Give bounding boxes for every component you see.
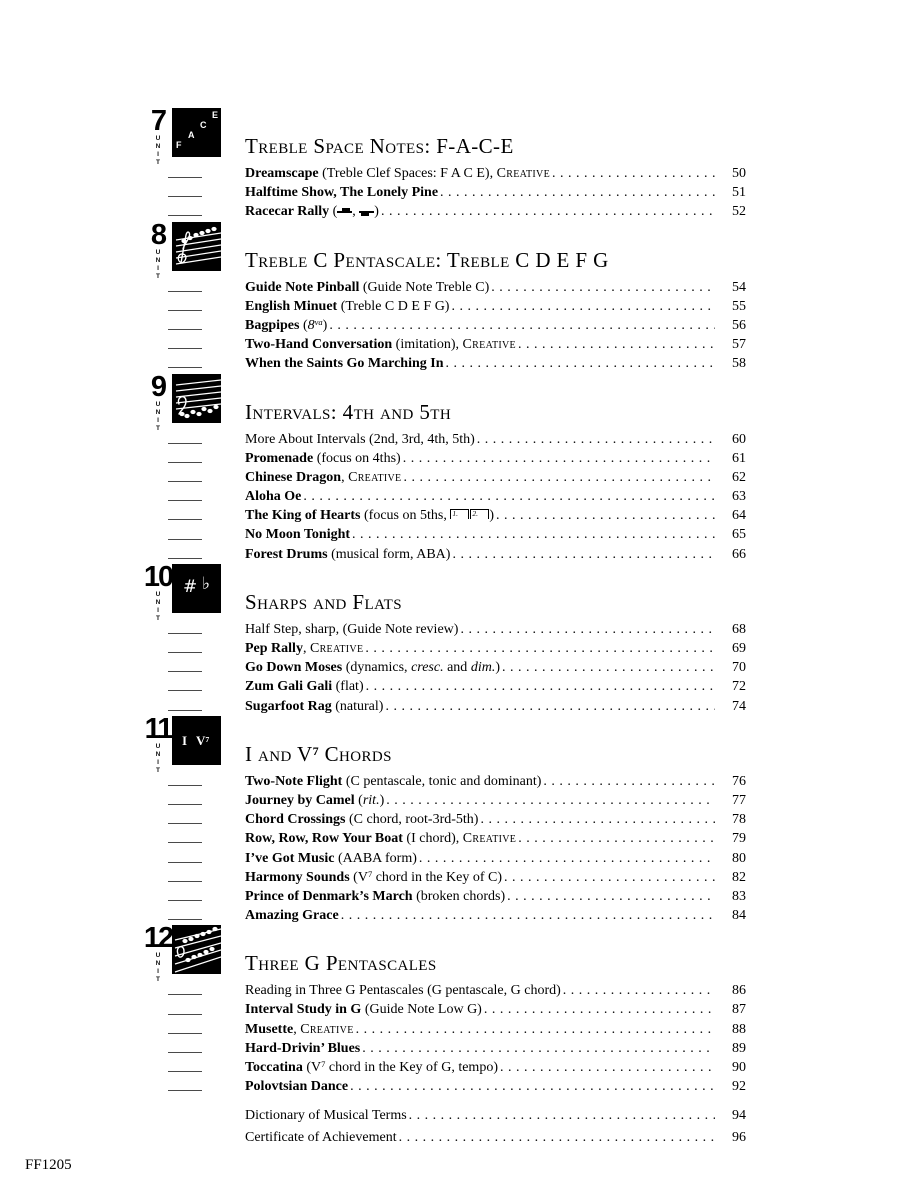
dot-leader xyxy=(303,487,715,506)
entry-title: No Moon Tonight xyxy=(245,527,351,543)
write-in-blank xyxy=(168,196,202,197)
dot-leader xyxy=(507,887,715,906)
unit-badge xyxy=(143,922,221,985)
page-number: 65 xyxy=(732,527,746,543)
write-in-blank xyxy=(168,785,202,786)
toc-entry xyxy=(150,1039,746,1058)
page-number: 80 xyxy=(732,850,746,866)
page-number: 55 xyxy=(732,298,746,314)
toc-entry xyxy=(150,449,746,468)
toc-entry xyxy=(150,1127,746,1149)
toc-entry xyxy=(150,868,746,887)
page-number: 83 xyxy=(732,888,746,904)
page-number: 92 xyxy=(732,1079,746,1095)
dot-leader xyxy=(484,1000,715,1019)
page-number: 77 xyxy=(732,792,746,808)
dot-leader xyxy=(440,183,715,202)
entry-title: English Minuet (Treble C D E F G) xyxy=(245,298,450,314)
toc-entry xyxy=(150,278,746,297)
write-in-blank xyxy=(168,215,202,216)
unit-number: 12 xyxy=(143,922,173,955)
toc-entry xyxy=(150,829,746,848)
write-in-blank xyxy=(168,519,202,520)
unit-badge xyxy=(143,560,221,623)
toc-section-unit-12 xyxy=(143,922,746,1096)
entry-title: Row, Row, Row Your Boat (I chord), Creative xyxy=(245,831,517,847)
unit-badge xyxy=(146,370,221,433)
page-number: 51 xyxy=(732,185,746,201)
unit-badge xyxy=(144,712,221,775)
unit-badge xyxy=(146,218,221,281)
dot-leader xyxy=(563,981,715,1000)
dot-leader xyxy=(518,335,715,354)
dot-leader xyxy=(403,449,715,468)
dot-leader xyxy=(543,772,715,791)
section-heading: Treble Space Notes: F-A-C-E xyxy=(245,134,514,158)
write-in-blank xyxy=(168,690,202,691)
page-number: 74 xyxy=(732,698,746,714)
write-in-blank xyxy=(168,539,202,540)
entry-title: Prince of Denmark’s March (broken chords) xyxy=(245,888,506,904)
toc-entry xyxy=(150,297,746,316)
page-number: 64 xyxy=(732,508,746,524)
toc-entry xyxy=(150,525,746,544)
write-in-blank xyxy=(168,500,202,501)
entry-title: Chord Crossings (C chord, root-3rd-5th) xyxy=(245,812,479,828)
whole-rest-icon xyxy=(359,206,374,216)
toc-sections xyxy=(143,105,746,1149)
entry-title: Interval Study in G (Guide Note Low G) xyxy=(245,1002,482,1018)
section-heading: Intervals: 4th and 5th xyxy=(245,399,452,424)
toc-entry xyxy=(150,1077,746,1096)
unit-number: 8 xyxy=(150,218,166,251)
unit-word: UNIT xyxy=(154,952,162,985)
half-rest-icon xyxy=(337,206,352,216)
write-in-blank xyxy=(168,633,202,634)
dot-leader xyxy=(356,1020,715,1039)
write-in-blank xyxy=(168,842,202,843)
dot-leader xyxy=(350,1077,715,1096)
entry-title: Half Step, sharp, (Guide Note review) xyxy=(245,621,459,637)
section-heading: I and $V^7$ Chords xyxy=(245,741,392,766)
write-in-blank xyxy=(168,558,202,559)
toc-entry xyxy=(150,164,746,183)
treble-staff-notes-icon xyxy=(172,222,221,271)
icon-letter: F xyxy=(176,140,182,150)
toc-entry xyxy=(150,183,746,202)
page-number: 62 xyxy=(732,469,746,485)
page-number: 76 xyxy=(732,773,746,789)
page-number: 69 xyxy=(732,641,746,656)
page-number: 87 xyxy=(732,1002,746,1018)
page-number: 52 xyxy=(732,204,746,220)
dot-leader xyxy=(409,1105,715,1127)
entry-title: Two-Note Flight (C pentascale, tonic and dominant) xyxy=(245,773,542,789)
unit-label xyxy=(146,370,170,433)
write-in-blank xyxy=(168,881,202,882)
write-in-blank xyxy=(168,367,202,368)
entry-title: Hard-Drivin’ Blues xyxy=(245,1040,361,1056)
entry-title: Toccatina ($V^7$ chord in the Key of G, tempo) xyxy=(245,1059,498,1075)
page-number: 68 xyxy=(732,621,746,637)
entry-title: Musette, Creative xyxy=(245,1021,354,1037)
page-number: 94 xyxy=(732,1108,746,1124)
unit-word: UNIT xyxy=(154,135,162,167)
dot-leader xyxy=(552,164,715,183)
entry-title: Dictionary of Musical Terms xyxy=(245,1108,407,1124)
toc-entry xyxy=(150,791,746,810)
entry-title: More About Intervals (2nd, 3rd, 4th, 5th) xyxy=(245,431,475,447)
face-space-notes-icon xyxy=(172,108,221,157)
toc-entry xyxy=(150,430,746,449)
dot-leader xyxy=(399,1127,715,1149)
entry-title: Chinese Dragon, Creative xyxy=(245,469,402,485)
write-in-blank xyxy=(168,710,202,711)
write-in-blank xyxy=(168,919,202,920)
unit-word: UNIT xyxy=(154,590,162,623)
toc-entry xyxy=(150,335,746,354)
entry-title: Halftime Show, The Lonely Pine xyxy=(245,185,439,201)
unit-number: 10 xyxy=(143,560,173,593)
page-number: 60 xyxy=(732,431,746,447)
toc-entry xyxy=(150,677,746,696)
toc-entry xyxy=(150,545,746,564)
page-number: 96 xyxy=(732,1130,746,1146)
section-heading: Treble C Pentascale: Treble C D E F G xyxy=(245,247,609,272)
footer-entries xyxy=(150,1105,746,1149)
page-number: 50 xyxy=(732,166,746,181)
toc-entry xyxy=(150,1058,746,1077)
toc-section-unit-7 xyxy=(150,105,746,222)
dot-leader xyxy=(480,810,715,829)
page-number: 84 xyxy=(732,908,746,924)
page-number: 63 xyxy=(732,489,746,505)
write-in-blank xyxy=(168,1014,202,1015)
toc-section-unit-8 xyxy=(150,218,746,374)
write-in-blank xyxy=(168,462,202,463)
dot-leader xyxy=(341,906,715,925)
page-number: 61 xyxy=(732,450,746,466)
page-number: 88 xyxy=(732,1021,746,1037)
unit-number: 7 xyxy=(150,105,166,137)
dot-leader xyxy=(419,849,715,868)
dot-leader xyxy=(329,316,715,335)
write-in-blank xyxy=(168,329,202,330)
first-second-ending-icon: 1. 2. xyxy=(450,509,489,519)
page-number: 89 xyxy=(732,1040,746,1056)
dot-leader xyxy=(403,468,715,487)
dot-leader xyxy=(352,525,715,544)
icon-letter: I xyxy=(182,732,188,748)
toc-entry xyxy=(150,906,746,925)
dot-leader xyxy=(365,639,715,658)
toc-entry xyxy=(150,639,746,658)
dot-leader xyxy=(381,202,715,221)
toc-section-unit-11 xyxy=(144,712,746,926)
page-number: 86 xyxy=(732,983,746,999)
unit-label xyxy=(143,922,173,985)
toc-entry xyxy=(150,697,746,716)
bass-staff-intervals-icon xyxy=(172,374,221,423)
dot-leader xyxy=(502,658,715,677)
toc-entry xyxy=(150,849,746,868)
entry-title: Polovtsian Dance xyxy=(245,1079,349,1095)
toc-section-unit-10 xyxy=(143,560,746,716)
entry-title: Two-Hand Conversation (imitation), Creative xyxy=(245,337,516,353)
entry-title: Certificate of Achievement xyxy=(245,1130,397,1146)
write-in-blank xyxy=(168,1071,202,1072)
toc-entry xyxy=(150,810,746,829)
section-heading: Sharps and Flats xyxy=(245,589,402,614)
unit-label xyxy=(144,712,172,775)
write-in-blank xyxy=(168,1033,202,1034)
page-number: 79 xyxy=(732,831,746,847)
entry-title: I’ve Got Music (AABA form) xyxy=(245,850,417,866)
unit-label xyxy=(143,560,173,623)
write-in-blank xyxy=(168,671,202,672)
dot-leader xyxy=(518,829,715,848)
unit-badge xyxy=(146,105,221,167)
page-number: 57 xyxy=(732,337,746,353)
icon-letter: # xyxy=(183,576,198,597)
write-in-blank xyxy=(168,1052,202,1053)
entry-title: Amazing Grace xyxy=(245,908,339,924)
write-in-blank xyxy=(168,310,202,311)
toc-entry xyxy=(150,316,746,335)
toc-entry xyxy=(150,487,746,506)
toc-entry xyxy=(150,1020,746,1039)
unit-label xyxy=(146,105,170,167)
entry-title: Racecar Rally ( , ) xyxy=(245,204,379,220)
page-number: 66 xyxy=(732,546,746,562)
write-in-blank xyxy=(168,994,202,995)
icon-letter: A xyxy=(188,130,195,140)
entry-title: Sugarfoot Rag (natural) xyxy=(245,698,384,714)
dot-leader xyxy=(504,868,715,887)
icon-letter: $V^7$ xyxy=(196,732,210,748)
toc-entry xyxy=(150,354,746,373)
toc-entry xyxy=(150,658,746,677)
toc-entry xyxy=(150,981,746,1000)
toc-entry xyxy=(150,1105,746,1127)
toc-entry xyxy=(150,772,746,791)
write-in-blank xyxy=(168,481,202,482)
dot-leader xyxy=(386,791,715,810)
page-number: 78 xyxy=(732,812,746,828)
page-number: 90 xyxy=(732,1060,746,1075)
icon-letter: ♭ xyxy=(202,573,211,594)
write-in-blank xyxy=(168,348,202,349)
unit-word: UNIT xyxy=(154,248,162,281)
unit-word: UNIT xyxy=(154,400,162,433)
icon-letter: E xyxy=(212,110,219,120)
entry-title: Forest Drums (musical form, ABA) xyxy=(245,546,451,562)
page-number: 72 xyxy=(732,679,746,695)
catalog-code: FF1205 xyxy=(25,1157,72,1173)
entry-title: Pep Rally, Creative xyxy=(245,641,364,656)
toc-entry xyxy=(150,1000,746,1019)
toc-entry xyxy=(150,620,746,639)
entry-title: When the Saints Go Marching In xyxy=(245,356,444,372)
page-number: 82 xyxy=(732,869,746,885)
dot-leader xyxy=(491,278,715,297)
toc-entry xyxy=(150,506,746,525)
dot-leader xyxy=(452,545,715,564)
toc-section-unit-9 xyxy=(150,370,746,564)
entry-title: Bagpipes $(8^{va})$ xyxy=(245,316,328,333)
dot-leader xyxy=(477,430,715,449)
unit-number: 11 xyxy=(144,712,172,745)
write-in-blank xyxy=(168,291,202,292)
toc-entry xyxy=(150,202,746,221)
entry-title: Go Down Moses (dynamics, cresc. and dim.) xyxy=(245,660,500,676)
entry-title: Guide Note Pinball (Guide Note Treble C) xyxy=(245,279,490,295)
write-in-blank xyxy=(168,652,202,653)
entry-title: Dreamscape (Treble Clef Spaces: F A C E), Creative xyxy=(245,166,550,181)
page-number: 56 xyxy=(732,317,746,333)
dot-leader xyxy=(366,677,715,696)
sharp-flat-icon xyxy=(172,564,221,613)
icon-letter: C xyxy=(200,120,207,130)
dot-leader xyxy=(446,354,716,373)
page-number: 54 xyxy=(732,279,746,295)
write-in-blank xyxy=(168,862,202,863)
write-in-blank xyxy=(168,1090,202,1091)
entry-title: Journey by Camel (rit.) xyxy=(245,792,385,808)
dot-leader xyxy=(496,506,715,525)
dot-leader xyxy=(362,1039,715,1058)
write-in-blank xyxy=(168,443,202,444)
unit-number: 9 xyxy=(150,370,166,403)
write-in-blank xyxy=(168,823,202,824)
write-in-blank xyxy=(168,804,202,805)
dot-leader xyxy=(385,697,715,716)
dot-leader xyxy=(451,297,715,316)
page-number: 58 xyxy=(732,356,746,372)
toc-entry xyxy=(150,887,746,906)
dot-leader xyxy=(500,1058,715,1077)
entry-title: Reading in Three G Pentascales (G pentascale, G chord) xyxy=(245,983,561,999)
entry-title: Promenade (focus on 4ths) xyxy=(245,450,401,466)
write-in-blank xyxy=(168,900,202,901)
write-in-blank xyxy=(168,177,202,178)
slanted-staff-notes-icon xyxy=(172,925,221,974)
chord-symbols-icon xyxy=(172,716,221,765)
entry-title: Harmony Sounds ($V^7$ chord in the Key of C) xyxy=(245,868,503,885)
entry-title: The King of Hearts (focus on 5ths, 1. 2. ) xyxy=(245,508,494,524)
entry-title: Zum Gali Gali (flat) xyxy=(245,679,364,695)
page-number: 70 xyxy=(732,660,746,676)
entry-title: Aloha Oe xyxy=(245,489,302,505)
unit-word: UNIT xyxy=(154,742,162,775)
unit-label xyxy=(146,218,170,281)
dot-leader xyxy=(460,620,715,639)
section-heading: Three G Pentascales xyxy=(245,951,437,976)
toc-entry xyxy=(150,468,746,487)
